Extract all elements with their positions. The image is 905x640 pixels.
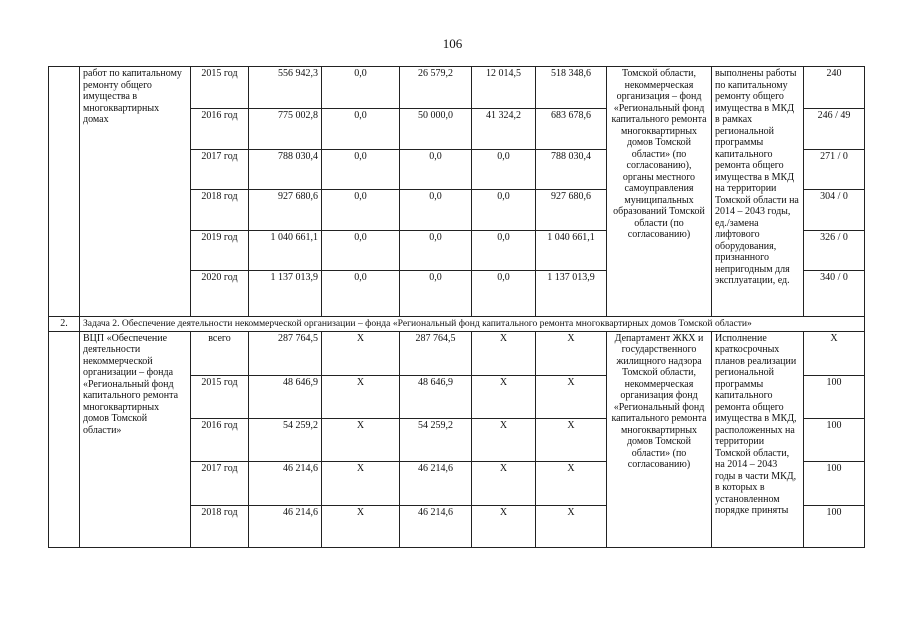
other-cell: X <box>536 418 607 461</box>
other-cell: X <box>536 461 607 505</box>
federal-cell: 0,0 <box>322 231 400 271</box>
total-cell: 927 680,6 <box>249 190 322 231</box>
table-row <box>49 67 865 109</box>
indicator-value-cell: 100 <box>804 375 865 418</box>
other-cell: 788 030,4 <box>536 150 607 190</box>
local-cell: X <box>472 505 536 547</box>
total-cell: 788 030,4 <box>249 150 322 190</box>
local-cell: 0,0 <box>472 190 536 231</box>
local-cell: X <box>472 461 536 505</box>
table-row <box>49 331 865 375</box>
indicator-value-cell: 271 / 0 <box>804 150 865 190</box>
federal-cell: 0,0 <box>322 271 400 317</box>
total-cell: 287 764,5 <box>249 331 322 375</box>
year-cell: 2017 год <box>191 150 249 190</box>
indicator-cell: выполнены работы по капитальному ремонту общего имущества в МКД в рамках региональной программы капитального ремонта общего имущества в МКД на территории Томской области на 2014 – 2043 годы, ед./замена лифтового оборудования, признанного непригодным для эксплуатации, ед. <box>712 67 804 317</box>
regional-cell: 50 000,0 <box>400 109 472 150</box>
other-cell: X <box>536 331 607 375</box>
year-cell: 2015 год <box>191 67 249 109</box>
total-cell: 46 214,6 <box>249 461 322 505</box>
total-cell: 556 942,3 <box>249 67 322 109</box>
total-cell: 48 646,9 <box>249 375 322 418</box>
federal-cell: 0,0 <box>322 109 400 150</box>
local-cell: 41 324,2 <box>472 109 536 150</box>
regional-cell: 0,0 <box>400 231 472 271</box>
local-cell: X <box>472 418 536 461</box>
other-cell: 683 678,6 <box>536 109 607 150</box>
regional-cell: 54 259,2 <box>400 418 472 461</box>
local-cell: 0,0 <box>472 150 536 190</box>
total-cell: 775 002,8 <box>249 109 322 150</box>
row-number-cell <box>49 331 80 547</box>
federal-cell: X <box>322 375 400 418</box>
local-cell: X <box>472 331 536 375</box>
year-cell: 2019 год <box>191 231 249 271</box>
regional-cell: 0,0 <box>400 190 472 231</box>
local-cell: 12 014,5 <box>472 67 536 109</box>
regional-cell: 0,0 <box>400 271 472 317</box>
total-cell: 1 040 661,1 <box>249 231 322 271</box>
other-cell: X <box>536 505 607 547</box>
program-table <box>48 66 865 548</box>
year-cell: 2016 год <box>191 109 249 150</box>
task-title: Задача 2. Обеспечение деятельности некоммерческой организации – фонда «Региональный фонд капитального ремонта многоквартирных домов Томской области» <box>80 317 865 332</box>
year-cell: 2015 год <box>191 375 249 418</box>
indicator-value-cell: 246 / 49 <box>804 109 865 150</box>
task-row <box>49 317 865 332</box>
indicator-value-cell: 304 / 0 <box>804 190 865 231</box>
regional-cell: 48 646,9 <box>400 375 472 418</box>
indicator-value-cell: 326 / 0 <box>804 231 865 271</box>
total-cell: 54 259,2 <box>249 418 322 461</box>
federal-cell: 0,0 <box>322 150 400 190</box>
year-cell: 2018 год <box>191 190 249 231</box>
row-number-cell <box>49 67 80 317</box>
year-cell: всего <box>191 331 249 375</box>
indicator-value-cell: 100 <box>804 505 865 547</box>
event-name-cell: ВЦП «Обеспечение деятельности некоммерческой организации – фонда «Региональный фонд капитального ремонта многоквартирных домов Томской области» <box>80 331 191 547</box>
year-cell: 2018 год <box>191 505 249 547</box>
federal-cell: X <box>322 418 400 461</box>
federal-cell: 0,0 <box>322 67 400 109</box>
year-cell: 2017 год <box>191 461 249 505</box>
regional-cell: 46 214,6 <box>400 461 472 505</box>
executor-cell: Департамент ЖКХ и государственного жилищного надзора Томской области, некоммерческая организация фонд «Региональный фонд капитального ремонта многоквартирных домов Томской области» (по согласованию) <box>607 331 712 547</box>
federal-cell: X <box>322 461 400 505</box>
federal-cell: 0,0 <box>322 190 400 231</box>
other-cell: X <box>536 375 607 418</box>
executor-cell: Томской области, некоммерческая организация – фонд «Региональный фонд капитального ремонта многоквартирных домов Томской области» (по согласованию), органы местного самоуправления муниципальных образований Томской области (по согласованию) <box>607 67 712 317</box>
regional-cell: 46 214,6 <box>400 505 472 547</box>
indicator-value-cell: 240 <box>804 67 865 109</box>
federal-cell: X <box>322 331 400 375</box>
regional-cell: 26 579,2 <box>400 67 472 109</box>
indicator-value-cell: 100 <box>804 461 865 505</box>
other-cell: 1 040 661,1 <box>536 231 607 271</box>
year-cell: 2016 год <box>191 418 249 461</box>
indicator-value-cell: X <box>804 331 865 375</box>
total-cell: 1 137 013,9 <box>249 271 322 317</box>
indicator-cell: Исполнение краткосрочных планов реализации региональной программы капитального ремонта общего имущества в МКД, расположенных на территории Томской области, на 2014 – 2043 годы в части МКД, в которых в установленном порядке приняты <box>712 331 804 547</box>
regional-cell: 0,0 <box>400 150 472 190</box>
local-cell: 0,0 <box>472 271 536 317</box>
local-cell: 0,0 <box>472 231 536 271</box>
other-cell: 1 137 013,9 <box>536 271 607 317</box>
indicator-value-cell: 340 / 0 <box>804 271 865 317</box>
other-cell: 927 680,6 <box>536 190 607 231</box>
local-cell: X <box>472 375 536 418</box>
event-name-cell: работ по капитальному ремонту общего имущества в многоквартирных домах <box>80 67 191 317</box>
indicator-value-cell: 100 <box>804 418 865 461</box>
year-cell: 2020 год <box>191 271 249 317</box>
regional-cell: 287 764,5 <box>400 331 472 375</box>
other-cell: 518 348,6 <box>536 67 607 109</box>
federal-cell: X <box>322 505 400 547</box>
task-number: 2. <box>49 317 80 332</box>
total-cell: 46 214,6 <box>249 505 322 547</box>
page-number: 106 <box>442 36 463 51</box>
